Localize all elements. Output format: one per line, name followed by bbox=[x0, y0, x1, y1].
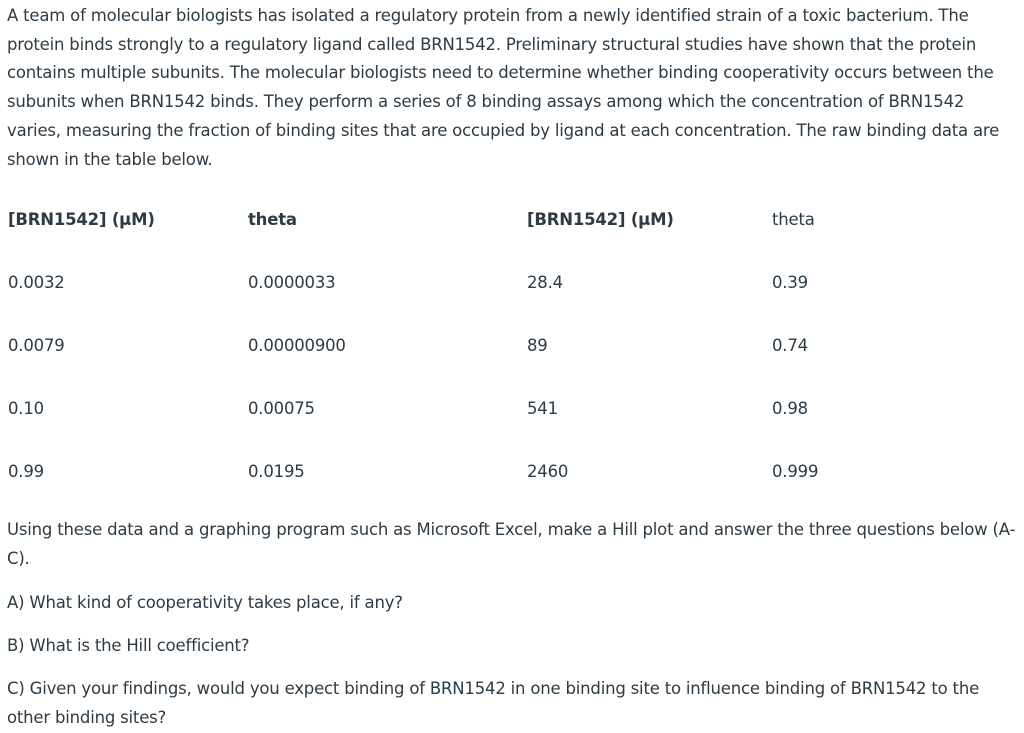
table-row bbox=[0, 314, 994, 377]
problem-intro: A team of molecular biologists has isolated a regulatory protein from a newly identified strain of a toxic bacterium. The protein binds strongly to a regulatory ligand called BRN1542. Preliminary structural studies have shown that the protein contains multiple subunits. The molecular biologists need to determine whether binding cooperativity occurs between the subunits when BRN1542 binds. They perform a series of 8 binding assays among which the concentration of BRN1542 varies, measuring the fraction of binding sites that are occupied by ligand at each concentration. The raw binding data are shown in the table below. bbox=[7, 6, 1000, 169]
table-cell: 89 bbox=[527, 336, 548, 355]
header-concentration-1: [BRN1542] (µM) bbox=[8, 210, 155, 229]
binding-data-table bbox=[0, 188, 994, 503]
table-cell: 0.0000033 bbox=[248, 273, 336, 292]
table-cell: 0.00000900 bbox=[248, 336, 346, 355]
table-cell: 0.0079 bbox=[8, 336, 65, 355]
table-cell: 0.74 bbox=[772, 336, 808, 355]
table-row bbox=[0, 251, 994, 314]
table-cell: 0.999 bbox=[772, 462, 819, 481]
table-header-row bbox=[0, 188, 994, 251]
table-cell: 0.98 bbox=[772, 399, 808, 418]
question-b: B) What is the Hill coefficient? bbox=[7, 636, 250, 655]
table-cell: 541 bbox=[527, 399, 558, 418]
table-cell: 0.39 bbox=[772, 273, 808, 292]
table-cell: 0.99 bbox=[8, 462, 44, 481]
header-concentration-2: [BRN1542] (µM) bbox=[527, 210, 674, 229]
table-cell: 0.0032 bbox=[8, 273, 65, 292]
question-c: C) Given your findings, would you expect binding of BRN1542 in one binding site to influence binding of BRN1542 to the other binding sites? bbox=[7, 679, 980, 727]
table-cell: 0.00075 bbox=[248, 399, 315, 418]
table-row bbox=[0, 377, 994, 440]
header-theta-2: theta bbox=[772, 210, 815, 229]
table-cell: 28.4 bbox=[527, 273, 563, 292]
header-theta-1: theta bbox=[248, 210, 297, 229]
table-cell: 0.0195 bbox=[248, 462, 305, 481]
table-row bbox=[0, 440, 994, 503]
table-cell: 2460 bbox=[527, 462, 569, 481]
table-cell: 0.10 bbox=[8, 399, 44, 418]
question-a: A) What kind of cooperativity takes place, if any? bbox=[7, 593, 403, 612]
instructions-text: Using these data and a graphing program such as Microsoft Excel, make a Hill plot and answer the three questions below (A-C). bbox=[7, 520, 1016, 568]
